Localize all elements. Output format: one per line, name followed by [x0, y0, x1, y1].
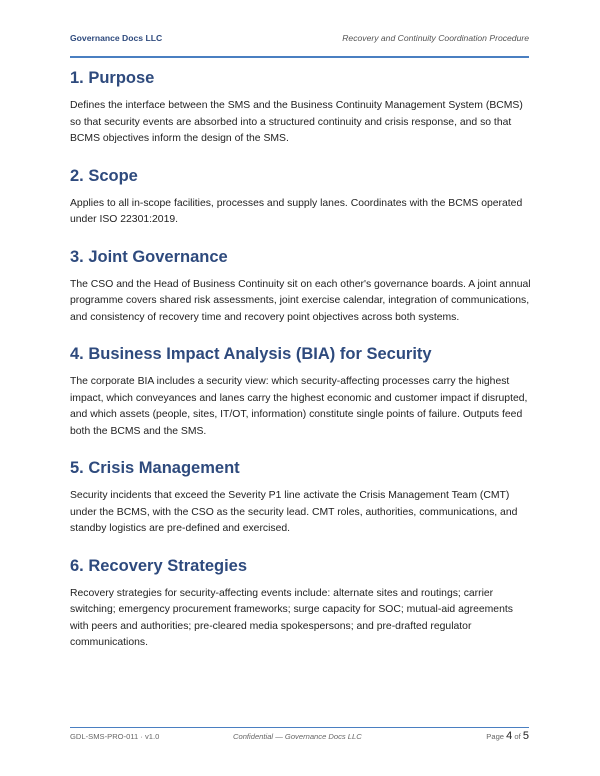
document-title: Recovery and Continuity Coordination Procedure — [342, 33, 529, 43]
page-total: 5 — [522, 730, 529, 742]
page-footer — [70, 730, 529, 742]
page-of: of — [514, 732, 521, 741]
section-recovery-strategies — [70, 556, 532, 652]
confidentiality-notice: Confidential — Governance Docs LLC — [233, 732, 362, 741]
section-joint-governance — [70, 247, 532, 327]
section-heading: 2. Scope — [70, 166, 138, 185]
section-purpose — [70, 68, 532, 148]
section-crisis-management — [70, 458, 532, 538]
company-name: Governance Docs LLC — [70, 33, 163, 43]
section-heading: 1. Purpose — [70, 69, 155, 87]
page-label: Page — [486, 732, 505, 741]
section-body: Recovery strategies for security-affecting events include: alternate sites and routings; carrier switching; emergency procurement frameworks; surge capacity for SOC; mutual-aid agreements with peers and authorities; pre-cleared media spokespersons; and pre-drafted regulator communications. — [70, 587, 513, 648]
section-body: The corporate BIA includes a security view: which security-affecting processes carry the highest impact, which conveyances and lanes carry the highest economic and customer impact if disrupted, and which assets (people, sites, IT/OT, information) constitute single points of failure. Outputs feed both the BCMS and the SMS. — [70, 376, 528, 437]
section-body: Security incidents that exceed the Severity P1 line activate the Crisis Management Team (CMT) under the BCMS, with the CSO as the security lead. CMT roles, authorities, communications, and standby logistics are pre-defined and exercised. — [70, 490, 518, 534]
section-heading: 3. Joint Governance — [70, 247, 228, 266]
document-id: GDL-SMS-PRO-011 · v1.0 — [70, 732, 160, 741]
page-current: 4 — [506, 730, 513, 742]
section-heading: 5. Crisis Management — [70, 459, 240, 477]
section-scope — [70, 166, 532, 229]
section-heading: 4. Business Impact Analysis (BIA) for Security — [70, 345, 432, 363]
footer-divider — [70, 727, 529, 728]
header-divider — [70, 56, 529, 58]
page-header — [70, 33, 529, 43]
section-body: Defines the interface between the SMS and the Business Continuity Management System (BCMS) so that security events are absorbed into a structured continuity and crisis response, and so that BCMS objectives inform the design of the SMS. — [70, 100, 523, 144]
section-heading: 6. Recovery Strategies — [70, 556, 248, 575]
section-body: The CSO and the Head of Business Continuity sit on each other's governance boards. A joint annual programme covers shared risk assessments, joint exercise calendar, integration of communications, and consistency of recovery time and recovery point objectives across both systems. — [70, 278, 531, 323]
section-business-impact-analysis — [70, 344, 532, 440]
page-number — [486, 730, 529, 742]
section-body: Applies to all in-scope facilities, processes and supply lanes. Coordinates with the BCMS operated under ISO 22301:2019. — [70, 197, 523, 225]
document-body — [70, 68, 532, 652]
